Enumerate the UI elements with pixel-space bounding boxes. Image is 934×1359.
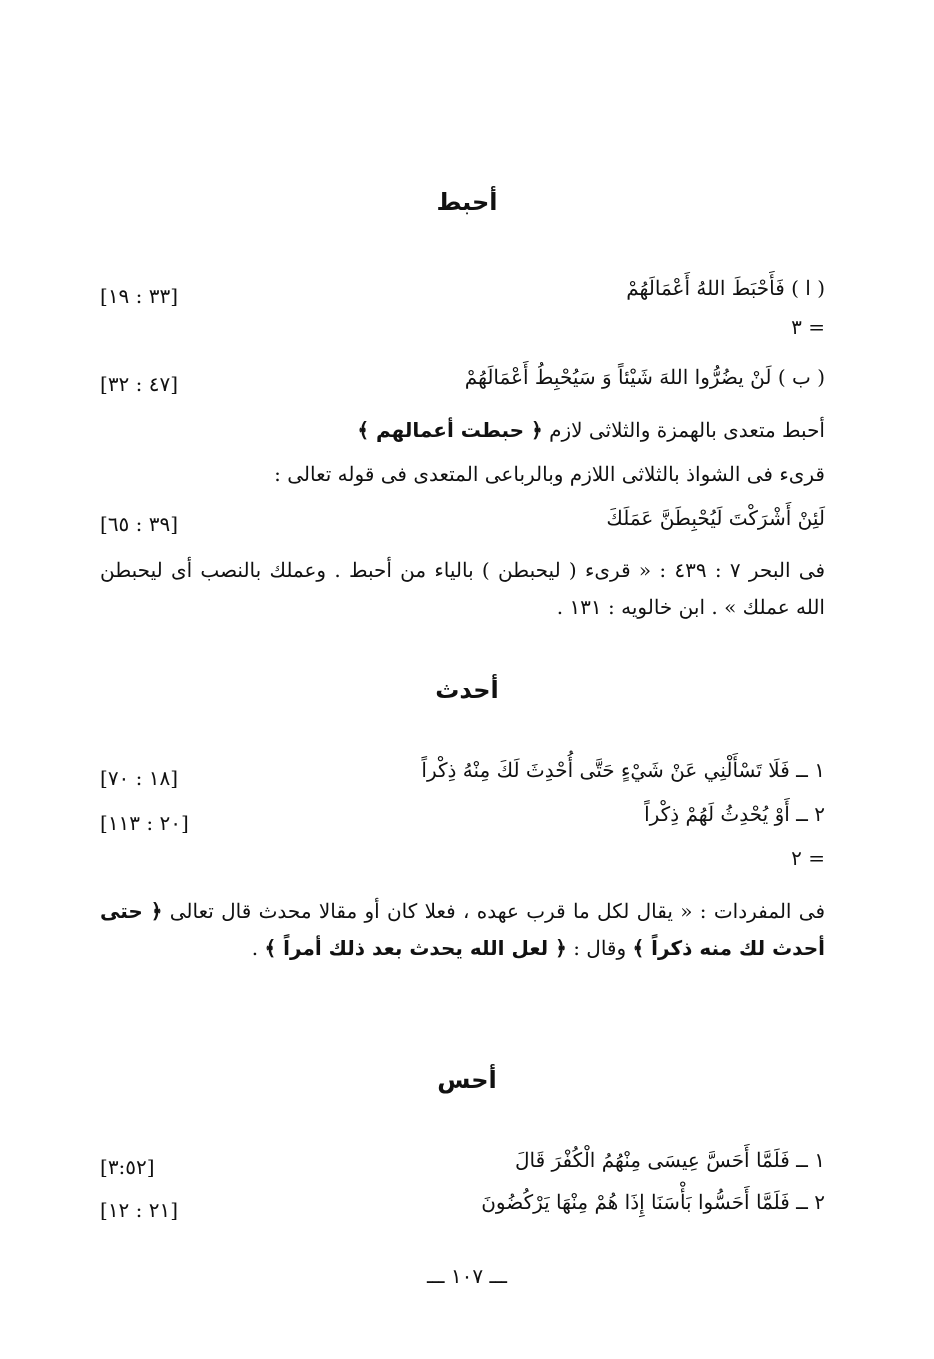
verse-line: ٢ ــ فَلَمَّا أَحَسُّوا بَأْسَنَا إِذَا هُمْ مِنْهَا يَرْكُضُونَ: [481, 1190, 825, 1214]
verse-line: ١ ــ فَلَا تَسْأَلْنِي عَنْ شَيْءٍ حَتَّى أُحْدِثَ لَكَ مِنْهُ ذِكْراً: [421, 758, 825, 782]
verse-reference: [٤٧ : ٣٢]: [100, 372, 179, 396]
verse-line: ( ب ) لَنْ يضُرُّوا اللهَ شَيْئاً وَ سَيُحْبِطُ أَعْمَالَهُمْ: [464, 365, 825, 389]
page-number: ـــ ١٠٧ ـــ: [426, 1264, 508, 1288]
grammar-note: [100, 418, 825, 442]
verse-line: لَئِنْ أَشْرَكْتَ لَيُحْبِطَنَّ عَمَلَكَ: [606, 506, 825, 530]
verse-reference: [٣٩ : ٦٥]: [100, 512, 179, 536]
verse-line: ١ ــ فَلَمَّا أَحَسَّ عِيسَى مِنْهُمُ الْكُفْرَ قَالَ: [514, 1148, 825, 1172]
occurrence-count: = ٣: [791, 315, 825, 339]
commentary-paragraph: [100, 893, 825, 967]
occurrence-count: = ٢: [791, 846, 825, 870]
verse-reference: [٢٠ : ١١٣]: [100, 811, 189, 835]
note-text: .: [251, 936, 259, 960]
quran-quote: ﴿ حتى أحدث لك منه ذكراً ﴾: [100, 899, 825, 960]
verse-line: ( ا ) فَأَحْبَطَ اللهُ أَعْمَالَهُمْ: [626, 276, 825, 300]
verse-reference: [٣٣ : ١٩]: [100, 284, 179, 308]
verse-reference: [١٨ : ٧٠]: [100, 766, 179, 790]
entry-heading-ahdatha: أحدث: [435, 676, 499, 704]
quran-quote: ﴿ حبطت أعمالهم ﴾: [357, 418, 543, 442]
verse-reference: [٣:٥٢]: [100, 1155, 155, 1179]
verse-reference: [٢١ : ١٢]: [100, 1198, 179, 1222]
entry-heading-ahassa: أحس: [437, 1066, 497, 1094]
reading-note: قرىء فى الشواذ بالثلاثى اللازم وبالرباعى المتعدى فى قوله تعالى :: [274, 462, 825, 486]
note-text: وقال :: [573, 936, 627, 960]
note-text: أحبط متعدى بالهمزة والثلاثى لازم: [549, 418, 825, 442]
commentary-paragraph: فى البحر ٧ : ٤٣٩ : « قرىء ( ليحبطن ) بالياء من أحبط . وعملك بالنصب أى ليحبطن الله عملك » . ابن خالويه : ١٣١ .: [100, 558, 825, 619]
entry-heading-ahbata: أحبط: [436, 188, 498, 216]
quran-quote: ﴿ لعل الله يحدث بعد ذلك أمراً ﴾: [264, 936, 567, 960]
note-text: فى المفردات : « يقال لكل ما قرب عهده ، فعلا كان أو مقالا محدث قال تعالى: [169, 899, 826, 923]
verse-line: ٢ ــ أَوْ يُحْدِثُ لَهُمْ ذِكْراً: [644, 802, 825, 826]
